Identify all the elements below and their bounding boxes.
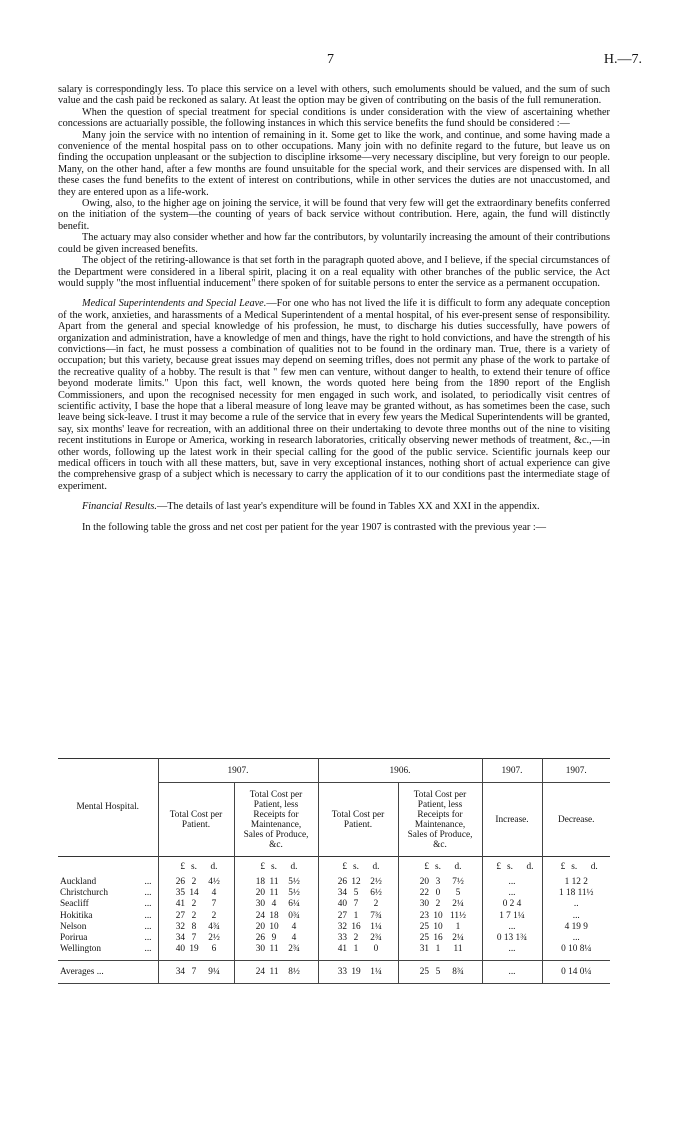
net-cost-1907: 30 4 6¼ bbox=[234, 899, 318, 910]
increase-value: 0 2 4 bbox=[482, 899, 542, 910]
cost-table bbox=[58, 758, 610, 984]
medical-leave-text: —For one who has not lived the life it is difficult to form any adequate conception of the work, anxieties, and harassments of a Medical Superintendent of a mental hospital, of his ever-present sense of responsibility. Apart from the general and special knowledge of his profession, he must, to discharge his duties successfully, have powers of organization and administration, have a knowledge of men and things, have the right to hold convictions, and have the strength of his convictions—in fact, he must possess a combination of qualities not to be found in the ordinary man. True, there is a variety of occupation; but this variety, because great issues may depend on seeming trifles, does not permit any phase of the work to partake of the recreative quality of a hobby. The result is that " few men can venture, without danger to health, to extend their tenure of office beyond moderate limits." Upon this fact, well known, the words quoted here being from the 1890 report of the English Commissioners, and upon the recognised necessity for men engaged in such work, and isolated, to periodically visit centres of scientific activity, I base the hope that a liberal measure of long leave may be granted without, as has sometimes been the case, such leave being sick-leave. I trust it may become a rule of the service that in every few years the Medical Superintendents will be granted, say, six months' leave for recreation, with an additional three on their undertaking to devote three months out of the nine to visiting recent institutions in Europe or America, working in research laboratories, critically observing newer methods of treatment, &c.,—in other words, following up the latest work in their special calling for the good of the public service. Scientific journals keep our medical officers in touch with all these matters, but, save in very exceptional instances, nothing short of actual experience can give the comprehensive grasp of a subject which is necessary to carry the application of it to our conditions past the intermediate stage of experiment. bbox=[58, 298, 611, 492]
paragraph: The actuary may also consider whether and how far the contributors, by voluntarily increasing the amount of their contributions could be given increased benefits. bbox=[58, 232, 610, 255]
total-cost-1906: 40 7 2 bbox=[318, 899, 398, 910]
table-row bbox=[58, 921, 610, 932]
decrease-value: 1 18 11½ bbox=[542, 888, 610, 899]
net-cost-1907: 18 11 5½ bbox=[234, 877, 318, 888]
total-cost-1907: 41 2 7 bbox=[158, 899, 234, 910]
total-cost-1907: 34 7 2½ bbox=[158, 932, 234, 943]
total-cost-1907: 26 2 4½ bbox=[158, 877, 234, 888]
increase-value: ... bbox=[482, 877, 542, 888]
avg-net-1907: 24 11 8½ bbox=[234, 961, 318, 984]
col-net-1906: Total Cost per Patient, less Receipts for Maintenance, Sales of Produce, &c. bbox=[398, 783, 482, 857]
net-cost-1906: 30 2 2¼ bbox=[398, 899, 482, 910]
table-row bbox=[58, 944, 610, 955]
financial-results-heading: Financial Results. bbox=[82, 501, 157, 513]
decrease-value: 4 19 9 bbox=[542, 921, 610, 932]
total-cost-1907: 35 14 4 bbox=[158, 888, 234, 899]
col-net-1907: Total Cost per Patient, less Receipts for Maintenance, Sales of Produce, &c. bbox=[234, 783, 318, 857]
year-1906-header: 1906. bbox=[318, 759, 482, 783]
col-increase: Increase. bbox=[482, 783, 542, 857]
decrease-value: ... bbox=[542, 932, 610, 943]
currency-units-row bbox=[58, 857, 610, 877]
net-cost-1906: 25 10 1 bbox=[398, 921, 482, 932]
page-header bbox=[0, 52, 700, 72]
net-cost-1906: 20 3 7½ bbox=[398, 877, 482, 888]
table-row bbox=[58, 888, 610, 899]
currency-units: £ s. d. bbox=[158, 857, 234, 877]
hospital-name: Auckland ... bbox=[60, 877, 152, 888]
total-cost-1907: 32 8 4¾ bbox=[158, 921, 234, 932]
net-cost-1906: 31 1 11 bbox=[398, 944, 482, 955]
averages-row bbox=[58, 961, 610, 984]
net-cost-1907: 20 10 4 bbox=[234, 921, 318, 932]
net-cost-1907: 30 11 2¾ bbox=[234, 944, 318, 955]
increase-year-header: 1907. bbox=[482, 759, 542, 783]
paragraph: Owing, also, to the higher age on joining the service, it will be found that very few will get the extraordinary benefits conferred on the initiation of the system—the counting of years of back service without contribution. Here, again, the fund will distinctly benefit. bbox=[58, 198, 610, 232]
page-number: 7 bbox=[327, 52, 334, 67]
avg-total-1907: 34 7 9¼ bbox=[158, 961, 234, 984]
col-mental-hospital: Mental Hospital. bbox=[76, 802, 139, 812]
col-decrease: Decrease. bbox=[542, 783, 610, 857]
increase-value: ... bbox=[482, 944, 542, 955]
hospital-name: Porirua ... bbox=[60, 933, 152, 944]
decrease-value: 0 10 8¼ bbox=[542, 944, 610, 955]
currency-units: £ s. d. bbox=[542, 857, 610, 877]
table-row bbox=[58, 877, 610, 888]
year-1907-header: 1907. bbox=[158, 759, 318, 783]
hospital-name: Wellington ... bbox=[60, 944, 152, 955]
section-code: H.—7. bbox=[603, 52, 642, 67]
avg-increase: ... bbox=[482, 961, 542, 984]
total-cost-1906: 33 2 2¾ bbox=[318, 932, 398, 943]
avg-decrease: 0 14 0¼ bbox=[542, 961, 610, 984]
hospital-name: Christchurch ... bbox=[60, 888, 152, 899]
currency-units: £ s. d. bbox=[234, 857, 318, 877]
net-cost-1906: 25 16 2¼ bbox=[398, 932, 482, 943]
table-intro: In the following table the gross and net cost per patient for the year 1907 is contrasted with the previous year :— bbox=[82, 521, 547, 533]
currency-units: £ s. d. bbox=[398, 857, 482, 877]
paragraph: salary is correspondingly less. To place this service on a level with others, such emoluments should be valued, and the sum of such value and the cash paid be reckoned as salary. At least the option may be given of contributing on the basis of the full remuneration. bbox=[58, 84, 610, 107]
net-cost-1906: 22 0 5 bbox=[398, 888, 482, 899]
net-cost-1906: 23 10 11½ bbox=[398, 910, 482, 921]
total-cost-1906: 27 1 7¾ bbox=[318, 910, 398, 921]
table-row bbox=[58, 932, 610, 943]
col-total-1906: Total Cost per Patient. bbox=[318, 783, 398, 857]
table-row bbox=[58, 899, 610, 910]
medical-leave-paragraph bbox=[58, 298, 610, 492]
increase-value: ... bbox=[482, 921, 542, 932]
body-text bbox=[58, 84, 610, 533]
increase-value: ... bbox=[482, 888, 542, 899]
decrease-value: .. bbox=[542, 899, 610, 910]
increase-value: 1 7 1¼ bbox=[482, 910, 542, 921]
hospital-name: Nelson ... bbox=[60, 921, 152, 932]
paragraph: The object of the retiring-allowance is that set forth in the paragraph quoted above, and I believe, if the special circumstances of the Department were considered in a liberal spirit, placing it on a real equality with other branches of the public service, the Act would supply "the most influential inducement" there spoken of for suitable persons to enter the service as a permanent occupation. bbox=[58, 255, 610, 289]
total-cost-1907: 40 19 6 bbox=[158, 944, 234, 955]
decrease-value: 1 12 2 bbox=[542, 877, 610, 888]
col-total-1907: Total Cost per Patient. bbox=[158, 783, 234, 857]
net-cost-1907: 20 11 5½ bbox=[234, 888, 318, 899]
decrease-year-header: 1907. bbox=[542, 759, 610, 783]
financial-results-text: —The details of last year's expenditure will be found in Tables XX and XXI in the appendix. bbox=[156, 501, 540, 513]
hospital-name: Hokitika ... bbox=[60, 910, 152, 921]
net-cost-1907: 24 18 0¾ bbox=[234, 910, 318, 921]
total-cost-1907: 27 2 2 bbox=[158, 910, 234, 921]
avg-net-1906: 25 5 8¾ bbox=[398, 961, 482, 984]
total-cost-1906: 34 5 6½ bbox=[318, 888, 398, 899]
currency-units: £ s. d. bbox=[318, 857, 398, 877]
paragraph: When the question of special treatment for special conditions is under consideration with the view of ascertaining whether concessions are actuarially possible, the following instances in which this service benefits the fund should be considered :— bbox=[58, 106, 610, 130]
medical-leave-heading: Medical Superintendents and Special Leave. bbox=[82, 298, 267, 310]
currency-units: £ s. d. bbox=[482, 857, 542, 877]
decrease-value: ... bbox=[542, 910, 610, 921]
financial-results-paragraph bbox=[58, 501, 610, 512]
hospital-name: Seacliff ... bbox=[60, 899, 152, 910]
paragraph: Many join the service with no intention of remaining in it. Some get to like the work, and continue, and some having made a convenience of the mental hospital pass on to other occupations. Many join with no definite regard to the future, but leave us on finding the occupation unpleasant or the subjection to discipline irksome—very necessary discipline, but very foreign to our people. Many, on the other hand, after a few months are found unsuitable for the special work, and their services are dispensed with. In all these cases the fund benefits to the extent of interest on contributions, while in other services the duties are not unaccustomed, and they are entered upon as a life-work. bbox=[58, 129, 610, 198]
increase-value: 0 13 1¾ bbox=[482, 932, 542, 943]
averages-label: Averages ... bbox=[58, 961, 158, 984]
avg-total-1906: 33 19 1¼ bbox=[318, 961, 398, 984]
table-row bbox=[58, 910, 610, 921]
empty-cell bbox=[58, 857, 158, 877]
net-cost-1907: 26 9 4 bbox=[234, 932, 318, 943]
total-cost-1906: 26 12 2½ bbox=[318, 877, 398, 888]
total-cost-1906: 32 16 1¼ bbox=[318, 921, 398, 932]
total-cost-1906: 41 1 0 bbox=[318, 944, 398, 955]
